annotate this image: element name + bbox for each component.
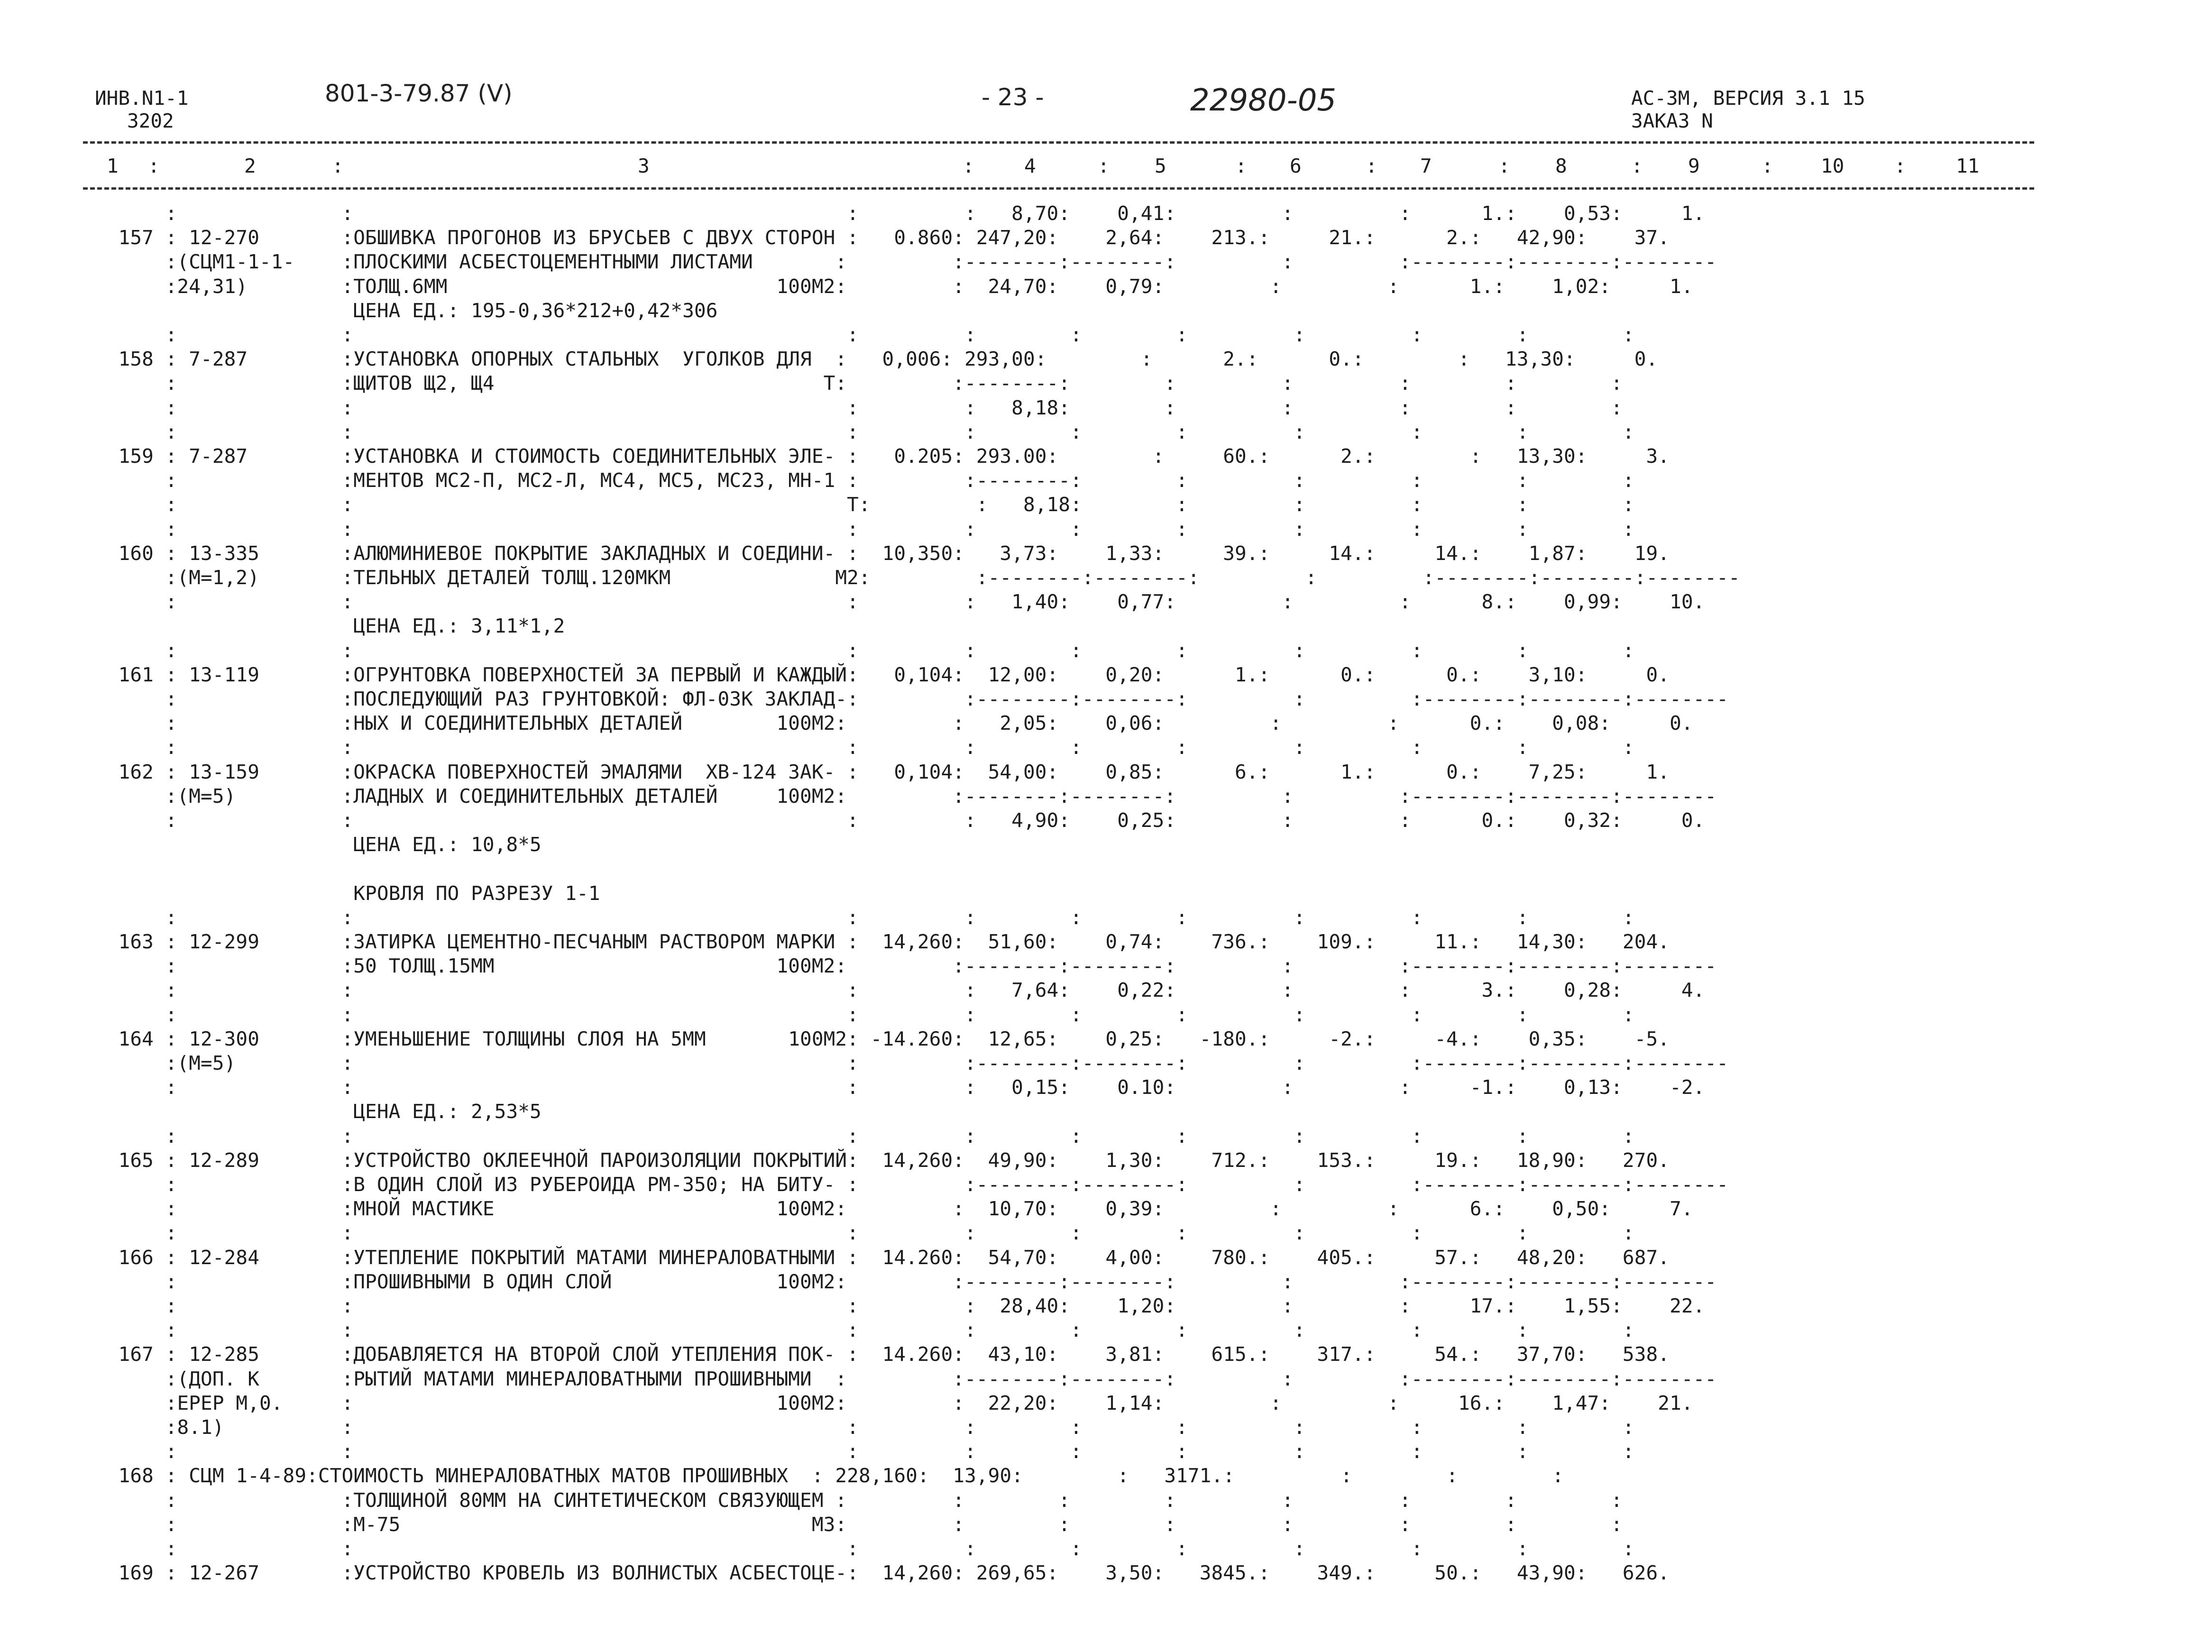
table-line: : : : : : : : : : : <box>95 323 1634 346</box>
table-line: ЦЕНА ЕД.: 3,11*1,2 <box>95 615 565 638</box>
table-line: 160 : 13-335 :АЛЮМИНИЕВОЕ ПОКРЫТИЕ ЗАКЛАДНЫХ И СОЕДИНИ- : 10,350: 3,73: 1,33: 39.: 14.: 14.: 1,87: 19. <box>95 541 1670 565</box>
column-10-number: 10 <box>1821 155 1845 177</box>
table-line: : : : : : : : : : : <box>95 639 1634 662</box>
column-sep: : <box>1894 155 1906 177</box>
column-sep: : <box>1235 155 1247 177</box>
table-line: : : : : : : : : : : <box>95 517 1634 541</box>
table-line: 169 : 12-267 :УСТРОЙСТВО КРОВЕЛЬ ИЗ ВОЛНИСТЫХ АСБЕСТОЦЕ-: 14,260: 269,65: 3,50: 3845.: 349.: 50.: 43,90: 626. <box>95 1561 1670 1585</box>
column-4-number: 4 <box>1024 155 1036 177</box>
table-line: : :ЩИТОВ Щ2, Щ4 Т: :--------: : : : : : <box>95 372 1623 395</box>
table-line: 164 : 12-300 :УМЕНЬШЕНИЕ ТОЛЩИНЫ СЛОЯ НА 5ММ 100М2: -14.260: 12,65: 0,25: -180.: -2.: -4.: 0,35: -5. <box>95 1027 1670 1050</box>
table-line: : : : : : : : : : : <box>95 1124 1634 1147</box>
software-version: АС-3М, ВЕРСИЯ 3.1 15 <box>1631 87 1865 110</box>
table-line: : : : : 0,15: 0.10: : : -1.: 0,13: -2. <box>95 1076 1705 1099</box>
table-line: КРОВЛЯ ПО РАЗРЕЗУ 1-1 <box>95 881 600 905</box>
table-line: :(М=5) : : :--------:--------: : :--------:--------:-------- <box>95 1052 1728 1074</box>
table-line: : :НЫХ И СОЕДИНИТЕЛЬНЫХ ДЕТАЛЕЙ 100М2: : 2,05: 0,06: : : 0.: 0,08: 0. <box>95 712 1693 735</box>
table-line: : :ТОЛЩИНОЙ 80ММ НА СИНТЕТИЧЕСКОМ СВЯЗУЮЩЕМ : : : : : : : : <box>95 1488 1623 1512</box>
handwritten-document-number: 22980-05 <box>1190 83 1337 118</box>
column-sep: : <box>1498 155 1510 177</box>
table-line: :(ДОП. К :РЫТИЙ МАТАМИ МИНЕРАЛОВАТНЫМИ ПРОШИВНЫМИ : :--------:--------: : :--------:--------:-------- <box>95 1367 1717 1390</box>
column-5-number: 5 <box>1155 155 1166 177</box>
column-1-number: 1 <box>107 155 119 177</box>
table-line: 163 : 12-299 :ЗАТИРКА ЦЕМЕНТНО-ПЕСЧАНЫМ РАСТВОРОМ МАРКИ : 14,260: 51,60: 0,74: 736.: 109.: 11.: 14,30: 204. <box>95 930 1670 953</box>
column-sep: : <box>148 155 160 177</box>
table-line: : :МНОЙ МАСТИКЕ 100М2: : 10,70: 0,39: : : 6.: 0,50: 7. <box>95 1197 1693 1221</box>
table-line: : :50 ТОЛЩ.15ММ 100М2: :--------:--------: : :--------:--------:-------- <box>95 954 1717 978</box>
page-number: - 23 - <box>982 83 1044 111</box>
table-line: 162 : 13-159 :ОКРАСКА ПОВЕРХНОСТЕЙ ЭМАЛЯМИ ХВ-124 ЗАК- : 0,104: 54,00: 0,85: 6.: 1.: 0.: 7,25: 1. <box>95 760 1670 783</box>
table-line: : : : : : : : : : : <box>95 1319 1634 1342</box>
column-6-number: 6 <box>1290 155 1302 177</box>
table-line: ЦЕНА ЕД.: 195-0,36*212+0,42*306 <box>95 299 718 322</box>
table-line: :(М=5) :ЛАДНЫХ И СОЕДИНИТЕЛЬНЫХ ДЕТАЛЕЙ 100М2: :--------:--------: : :--------:--------:-------- <box>95 784 1717 808</box>
table-line: : : : : : : : : : : <box>95 1440 1634 1463</box>
table-line: : : : : : : : : : : <box>95 906 1634 929</box>
inventory-number: ИНВ.N1-1 <box>95 87 189 110</box>
column-9-number: 9 <box>1688 155 1700 177</box>
table-line: :24,31) :ТОЛЩ.6ММ 100М2: : 24,70: 0,79: : : 1.: 1,02: 1. <box>95 275 1693 298</box>
column-sep: : <box>1098 155 1110 177</box>
table-line: : : : : : : : : : : <box>95 736 1634 759</box>
column-sep: : <box>1762 155 1773 177</box>
table-line: 168 : СЦМ 1-4-89:СТОИМОСТЬ МИНЕРАЛОВАТНЫХ МАТОВ ПРОШИВНЫХ : 228,160: 13,90: : 3171.: : : : <box>95 1464 1564 1487</box>
table-line: 159 : 7-287 :УСТАНОВКА И СТОИМОСТЬ СОЕДИНИТЕЛЬНЫХ ЭЛЕ- : 0.205: 293.00: : 60.: 2.: : 13,30: 3. <box>95 445 1670 468</box>
column-8-number: 8 <box>1555 155 1567 177</box>
table-line: :(М=1,2) :ТЕЛЬНЫХ ДЕТАЛЕЙ ТОЛЩ.120МКМ М2: :--------:--------: : :--------:--------:-------- <box>95 566 1740 589</box>
column-sep: : <box>1366 155 1377 177</box>
table-line: :8.1) : : : : : : : : : <box>95 1416 1634 1439</box>
column-sep: : <box>963 155 974 177</box>
table-line: 161 : 13-119 :ОГРУНТОВКА ПОВЕРХНОСТЕЙ ЗА ПЕРВЫЙ И КАЖДЫЙ: 0,104: 12,00: 0,20: 1.: 0.: 0.: 3,10: 0. <box>95 663 1670 686</box>
document-code: 801-3-79.87 (V) <box>325 80 513 107</box>
table-line: : :В ОДИН СЛОЙ ИЗ РУБЕРОИДА РМ-350; НА БИТУ- : :--------:--------: : :--------:--------:-------- <box>95 1173 1728 1196</box>
column-sep: : <box>1631 155 1643 177</box>
table-line: 167 : 12-285 :ДОБАВЛЯЕТСЯ НА ВТОРОЙ СЛОЙ УТЕПЛЕНИЯ ПОК- : 14.260: 43,10: 3,81: 615.: 317.: 54.: 37,70: 538. <box>95 1343 1670 1366</box>
table-line: : : : : : : : : : : <box>95 1537 1634 1560</box>
table-line: 166 : 12-284 :УТЕПЛЕНИЕ ПОКРЫТИЙ МАТАМИ МИНЕРАЛОВАТНЫМИ : 14.260: 54,70: 4,00: 780.: 405.: 57.: 48,20: 687. <box>95 1246 1670 1269</box>
inventory-number-sub: 3202 <box>127 110 174 132</box>
column-2-number: 2 <box>244 155 256 177</box>
column-3-number: 3 <box>638 155 650 177</box>
column-7-number: 7 <box>1420 155 1432 177</box>
table-line: ЦЕНА ЕД.: 10,8*5 <box>95 833 542 856</box>
table-line: : :ПРОШИВНЫМИ В ОДИН СЛОЙ 100М2: :--------:--------: : :--------:--------:-------- <box>95 1270 1717 1293</box>
table-line: : :МЕНТОВ МС2-П, МС2-Л, МС4, МС5, МС23, МН-1 : :--------: : : : : : <box>95 469 1634 492</box>
table-line: : : : : 4,90: 0,25: : : 0.: 0,32: 0. <box>95 809 1705 832</box>
table-line: : : : : 1,40: 0,77: : : 8.: 0,99: 10. <box>95 590 1705 614</box>
table-line: :ЕРЕР М,0. : 100М2: : 22,20: 1,14: : : 16.: 1,47: 21. <box>95 1391 1693 1414</box>
table-line: : :ПОСЛЕДУЮЩИЙ РАЗ ГРУНТОВКОЙ: ФЛ-03К ЗАКЛАД-: :--------:--------: : :--------:--------:-------- <box>95 688 1728 710</box>
table-line: 158 : 7-287 :УСТАНОВКА ОПОРНЫХ СТАЛЬНЫХ УГОЛКОВ ДЛЯ : 0,006: 293,00: : 2.: 0.: : 13,30: 0. <box>95 348 1658 371</box>
table-line: : : : : 8,18: : : : : : <box>95 396 1623 419</box>
table-line: : : : : 7,64: 0,22: : : 3.: 0,28: 4. <box>95 979 1705 1002</box>
table-line: : : : : 28,40: 1,20: : : 17.: 1,55: 22. <box>95 1294 1705 1317</box>
table-line: : : : : 8,70: 0,41: : : 1.: 0,53: 1. <box>95 202 1705 225</box>
table-line: : : : : : : : : : : <box>95 1221 1634 1245</box>
table-line: : :М-75 М3: : : : : : : : <box>95 1513 1623 1536</box>
column-sep: : <box>332 155 344 177</box>
table-line: 165 : 12-289 :УСТРОЙСТВО ОКЛЕЕЧНОЙ ПАРОИЗОЛЯЦИИ ПОКРЫТИЙ: 14,260: 49,90: 1,30: 712.: 153.: 19.: 18,90: 270. <box>95 1148 1670 1172</box>
column-11-number: 11 <box>1956 155 1980 177</box>
table-line: : : : : : : : : : : <box>95 420 1634 443</box>
header-rule-top <box>83 141 2034 144</box>
table-line: :(СЦМ1-1-1- :ПЛОСКИМИ АСБЕСТОЦЕМЕНТНЫМИ ЛИСТАМИ : :--------:--------: : :--------:--------:-------- <box>95 250 1717 274</box>
table-line: : : : : : : : : : : <box>95 1003 1634 1026</box>
table-line: ЦЕНА ЕД.: 2,53*5 <box>95 1100 542 1123</box>
header-rule-bottom <box>83 187 2034 190</box>
table-line: 157 : 12-270 :ОБШИВКА ПРОГОНОВ ИЗ БРУСЬЕВ С ДВУХ СТОРОН : 0.860: 247,20: 2,64: 213.: 21.: 2.: 42,90: 37. <box>95 226 1670 249</box>
table-line: : : Т: : 8,18: : : : : : <box>95 493 1634 516</box>
order-number-label: ЗАКАЗ N <box>1631 110 1713 132</box>
